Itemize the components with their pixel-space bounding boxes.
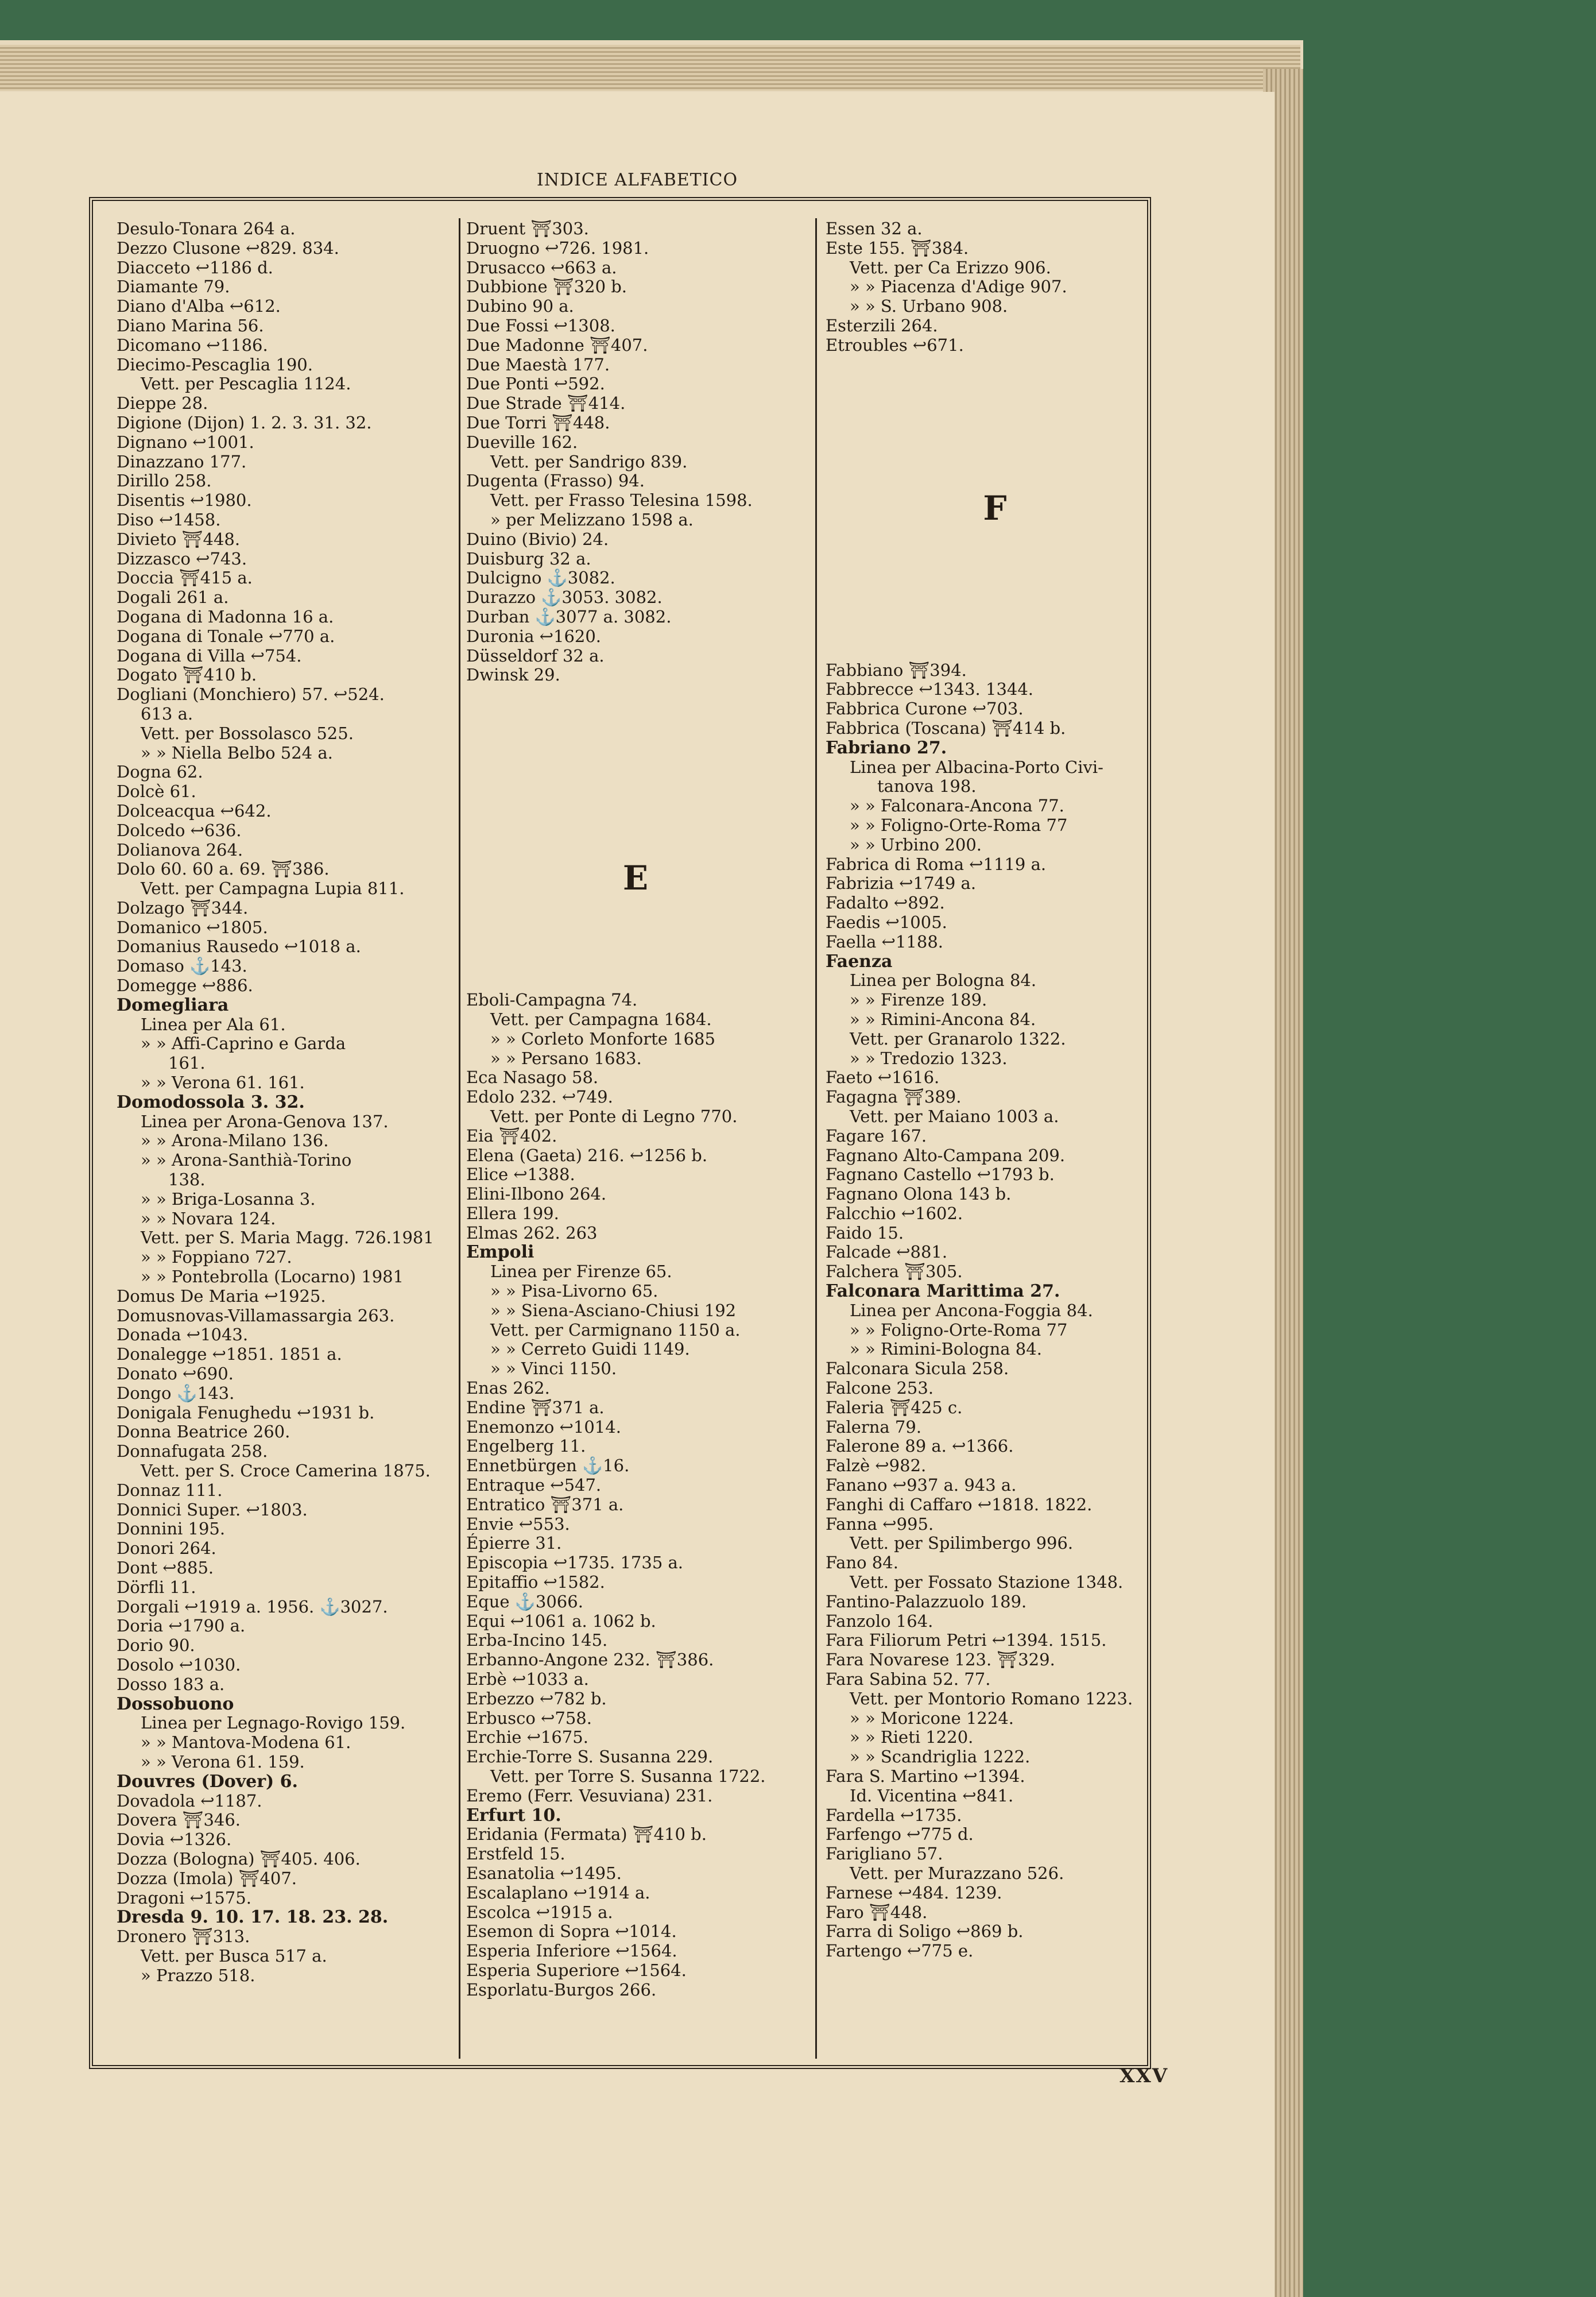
index-entry: » » Niella Belbo 524 a.: [141, 743, 333, 763]
index-entry: Dogato ⛩410 b.: [117, 665, 257, 685]
index-entry: Escolca ↩1915 a.: [466, 1902, 613, 1922]
index-entry: Dronero ⛩313.: [117, 1927, 250, 1947]
index-entry: Fabrizia ↩1749 a.: [826, 873, 977, 894]
index-entry: Elmas 262. 263: [466, 1223, 598, 1243]
index-entry: Dogana di Tonale ↩770 a.: [117, 626, 335, 646]
index-entry: » » Persano 1683.: [490, 1048, 642, 1068]
index-entry: Edolo 232. ↩749.: [466, 1087, 613, 1107]
index-entry: » » Vinci 1150.: [490, 1359, 617, 1379]
index-entry: Faedis ↩1005.: [826, 912, 947, 932]
index-entry: Faro ⛩448.: [826, 1902, 928, 1922]
index-entry: » » Arona-Milano 136.: [141, 1131, 329, 1151]
index-entry: 613 a.: [141, 703, 193, 724]
index-entry: Dolcedo ↩636.: [117, 820, 242, 840]
index-entry: Dirillo 258.: [117, 471, 212, 491]
index-entry: Dragoni ↩1575.: [117, 1888, 251, 1908]
spacer: [826, 355, 1164, 436]
index-entry: Donigala Fenughedu ↩1931 b.: [117, 1402, 375, 1422]
index-entry: Faella ↩1188.: [826, 931, 943, 952]
index-entry: Duino (Bivio) 24.: [466, 529, 609, 549]
index-entry: Fagagna ⛩389.: [826, 1087, 962, 1107]
index-entry: Vett. per Fossato Stazione 1348.: [850, 1572, 1124, 1592]
index-entry: » » Rimini-Bologna 84.: [850, 1339, 1042, 1359]
index-entry: » » Scandriglia 1222.: [850, 1747, 1031, 1767]
index-column-3: [826, 219, 1164, 1961]
index-entry: Vett. per Frasso Telesina 1598.: [490, 490, 753, 511]
index-entry: Esporlatu-Burgos 266.: [466, 1979, 657, 2000]
spacer: [826, 436, 1164, 476]
index-entry: Dovadola ↩1187.: [117, 1791, 262, 1811]
index-entry: » » Briga-Losanna 3.: [141, 1189, 316, 1209]
index-entry: Diamante 79.: [117, 277, 230, 297]
index-entry: Fagnano Castello ↩1793 b.: [826, 1165, 1055, 1185]
index-entry: Domegge ↩886.: [117, 976, 253, 996]
index-entry: Dogana di Villa ↩754.: [117, 645, 302, 666]
index-entry: Falchera ⛩305.: [826, 1262, 963, 1282]
index-entry: Falcade ↩881.: [826, 1242, 948, 1262]
index-entry: Fadalto ↩892.: [826, 893, 945, 913]
index-entry: Dinazzano 177.: [117, 451, 247, 471]
index-entry: 138.: [168, 1170, 206, 1190]
index-entry: Faenza: [826, 951, 893, 972]
index-entry: Fara Novarese 123. ⛩329.: [826, 1650, 1055, 1670]
index-entry: Fabbrica Curone ↩703.: [826, 699, 1024, 719]
index-entry: Fagnano Alto-Campana 209.: [826, 1145, 1066, 1165]
index-entry: Vett. per Campagna Lupia 811.: [141, 879, 405, 899]
index-entry: Esperia Inferiore ↩1564.: [466, 1941, 677, 1961]
index-entry: Eca Nasago 58.: [466, 1068, 599, 1088]
index-entry: Domegliara: [117, 995, 229, 1015]
index-entry: Domanius Rausedo ↩1018 a.: [117, 937, 361, 957]
index-entry: Dezzo Clusone ↩829. 834.: [117, 238, 339, 258]
index-entry: Esterzili 264.: [826, 315, 938, 335]
index-entry: Falerone 89 a. ↩1366.: [826, 1436, 1014, 1456]
index-entry: Fabbrica (Toscana) ⛩414 b.: [826, 718, 1066, 738]
index-entry: Dignano ↩1001.: [117, 432, 254, 452]
index-entry: Dizzasco ↩743.: [117, 548, 247, 569]
index-entry: Esperia Superiore ↩1564.: [466, 1960, 687, 1980]
index-entry: » » Novara 124.: [141, 1208, 276, 1228]
column-rule-2: [815, 218, 817, 2059]
index-entry: Vett. per Ponte di Legno 770.: [490, 1106, 738, 1126]
index-entry: Donna Beatrice 260.: [117, 1422, 290, 1442]
index-entry: » » Foligno-Orte-Roma 77: [850, 1320, 1068, 1340]
index-entry: Fabrica di Roma ↩1119 a.: [826, 854, 1047, 874]
index-entry: Domusnovas-Villamassargia 263.: [117, 1305, 395, 1325]
index-entry: Dovia ↩1326.: [117, 1830, 232, 1850]
index-entry: Fano 84.: [826, 1553, 898, 1573]
index-entry: Vett. per Sandrigo 839.: [490, 451, 688, 471]
index-entry: Donnici Super. ↩1803.: [117, 1499, 308, 1519]
index-entry: Druogno ↩726. 1981.: [466, 238, 649, 258]
index-entry: Fagnano Olona 143 b.: [826, 1184, 1012, 1204]
index-entry: Diso ↩1458.: [117, 509, 221, 529]
index-entry: Fardella ↩1735.: [826, 1805, 962, 1825]
index-entry: Elice ↩1388.: [466, 1165, 575, 1185]
index-entry: Domanico ↩1805.: [117, 917, 268, 937]
index-entry: Etroubles ↩671.: [826, 335, 964, 355]
index-entry: Farfengo ↩775 d.: [826, 1824, 974, 1844]
index-entry: Ellera 199.: [466, 1203, 559, 1223]
index-entry: Farra di Soligo ↩869 b.: [826, 1921, 1024, 1942]
index-entry: Donalegge ↩1851. 1851 a.: [117, 1344, 342, 1364]
index-entry: Vett. per Pescaglia 1124.: [141, 374, 351, 394]
index-entry: Eia ⛩402.: [466, 1126, 557, 1146]
index-entry: Escalaplano ↩1914 a.: [466, 1882, 650, 1902]
running-header: INDICE ALFABETICO: [536, 170, 738, 190]
index-entry: Elini-Ilbono 264.: [466, 1184, 607, 1204]
index-entry: Fantino-Palazzuolo 189.: [826, 1591, 1027, 1611]
index-entry: Linea per Ancona-Foggia 84.: [850, 1300, 1093, 1320]
index-entry: Vett. per Busca 517 a.: [141, 1946, 327, 1966]
index-entry: » » Siena-Asciano-Chiusi 192: [490, 1300, 737, 1320]
index-entry: Dogna 62.: [117, 762, 203, 782]
index-entry: Linea per Albacina-Porto Civi-: [850, 757, 1103, 777]
index-entry: Vett. per Murazzano 526.: [850, 1863, 1064, 1883]
index-entry: Fabbrecce ↩1343. 1344.: [826, 679, 1034, 699]
index-entry: Digione (Dijon) 1. 2. 3. 31. 32.: [117, 412, 372, 432]
index-entry: Erfurt 10.: [466, 1805, 561, 1826]
index-entry: Due Strade ⛩414.: [466, 393, 626, 413]
index-entry: Essen 32 a.: [826, 219, 923, 238]
index-entry: Dubbione ⛩320 b.: [466, 277, 627, 297]
index-entry: Vett. per S. Maria Magg. 726.1981: [141, 1228, 434, 1248]
index-entry: Épierre 31.: [466, 1533, 562, 1553]
spacer: [826, 621, 1164, 661]
index-entry: Dresda 9. 10. 17. 18. 23. 28.: [117, 1907, 389, 1928]
index-entry: Dicomano ↩1186.: [117, 335, 268, 355]
index-entry: Linea per Bologna 84.: [850, 970, 1037, 991]
section-letter: E: [622, 859, 649, 898]
index-entry: Dörfli 11.: [117, 1577, 196, 1597]
index-column-2: [466, 219, 805, 2000]
index-entry: Dolo 60. 60 a. 69. ⛩386.: [117, 859, 330, 879]
index-entry: Vett. per Spilimbergo 996.: [850, 1533, 1074, 1553]
index-entry: Diecimo-Pescaglia 190.: [117, 354, 313, 374]
index-entry: Engelberg 11.: [466, 1436, 586, 1456]
index-entry: Fara Sabina 52. 77.: [826, 1669, 991, 1689]
section-letter: F: [983, 488, 1007, 528]
index-entry: Entraque ↩547.: [466, 1475, 602, 1495]
index-entry: Fartengo ↩775 e.: [826, 1941, 974, 1961]
index-entry: Vett. per Granarolo 1322.: [850, 1028, 1066, 1049]
index-entry: Linea per Ala 61.: [141, 1014, 286, 1034]
index-entry: Faido 15.: [826, 1223, 904, 1243]
index-entry: Fanghi di Caffaro ↩1818. 1822.: [826, 1494, 1093, 1514]
index-entry: Domus De Maria ↩1925.: [117, 1286, 326, 1306]
index-entry: » per Melizzano 1598 a.: [490, 509, 694, 529]
index-entry: Erbusco ↩758.: [466, 1708, 592, 1728]
index-entry: Erchie ↩1675.: [466, 1727, 588, 1747]
index-entry: Duisburg 32 a.: [466, 548, 591, 569]
index-entry: » » Rieti 1220.: [850, 1727, 974, 1747]
index-entry: Falerna 79.: [826, 1417, 922, 1437]
index-entry: Equi ↩1061 a. 1062 b.: [466, 1611, 656, 1631]
index-entry: Vett. per Ca Erizzo 906.: [850, 257, 1051, 277]
index-entry: Dorgali ↩1919 a. 1956. ⚓3027.: [117, 1596, 388, 1617]
index-entry: Dueville 162.: [466, 432, 578, 452]
index-entry: Dolceacqua ↩642.: [117, 801, 272, 821]
index-entry: Id. Vicentina ↩841.: [850, 1785, 1014, 1805]
index-entry: Doccia ⛩415 a.: [117, 568, 253, 588]
index-entry: Este 155. ⛩384.: [826, 238, 969, 258]
index-entry: Faleria ⛩425 c.: [826, 1397, 963, 1417]
index-entry: Dovera ⛩346.: [117, 1810, 241, 1830]
index-entry: » » Verona 61. 161.: [141, 1073, 305, 1093]
index-entry: Diano d'Alba ↩612.: [117, 296, 281, 316]
index-entry: Due Torri ⛩448.: [466, 412, 610, 432]
index-entry: Fagare 167.: [826, 1126, 927, 1146]
index-entry: » » Foligno-Orte-Roma 77: [850, 815, 1068, 835]
index-entry: Donori 264.: [117, 1538, 216, 1559]
index-entry: Dozza (Imola) ⛩407.: [117, 1868, 297, 1888]
index-entry: Linea per Firenze 65.: [490, 1262, 672, 1282]
index-entry: 161.: [168, 1053, 206, 1073]
index-entry: Düsseldorf 32 a.: [466, 645, 605, 666]
index-entry: Douvres (Dover) 6.: [117, 1771, 298, 1792]
index-entry: Donnafugata 258.: [117, 1441, 268, 1461]
index-entry: Farnese ↩484. 1239.: [826, 1882, 1002, 1902]
index-entry: Due Fossi ↩1308.: [466, 315, 615, 335]
index-entry: Fanzolo 164.: [826, 1611, 933, 1631]
index-entry: tanova 198.: [877, 776, 977, 796]
index-entry: Dossobuono: [117, 1693, 234, 1714]
index-entry: Durazzo ⚓3053. 3082.: [466, 587, 663, 608]
index-entry: Enemonzo ↩1014.: [466, 1417, 621, 1437]
index-entry: Fabriano 27.: [826, 737, 947, 758]
index-entry: Fara S. Martino ↩1394.: [826, 1766, 1025, 1786]
index-entry: Due Ponti ↩592.: [466, 374, 605, 394]
index-entry: Vett. per Maiano 1003 a.: [850, 1106, 1059, 1126]
index-entry: Dieppe 28.: [117, 393, 208, 413]
index-entry: Durban ⚓3077 a. 3082.: [466, 606, 672, 627]
index-entry: Dugenta (Frasso) 94.: [466, 471, 645, 491]
index-entry: » » Falconara-Ancona 77.: [850, 796, 1064, 816]
index-entry: Fara Filiorum Petri ↩1394. 1515.: [826, 1630, 1107, 1650]
index-entry: » » S. Urbano 908.: [850, 296, 1008, 316]
index-entry: Dolzago ⛩344.: [117, 898, 249, 918]
index-entry: Dolcè 61.: [117, 782, 196, 802]
index-entry: Erbè ↩1033 a.: [466, 1669, 589, 1689]
index-entry: Duronia ↩1620.: [466, 626, 602, 646]
index-entry: Domodossola 3. 32.: [117, 1092, 305, 1112]
index-entry: Divieto ⛩448.: [117, 529, 241, 549]
index-entry: Vett. per S. Croce Camerina 1875.: [141, 1461, 431, 1480]
index-entry: » » Verona 61. 159.: [141, 1751, 305, 1772]
index-entry: Dosolo ↩1030.: [117, 1654, 241, 1675]
index-entry: » » Cerreto Guidi 1149.: [490, 1339, 690, 1359]
index-entry: Due Maestà 177.: [466, 354, 610, 374]
index-entry: Fanano ↩937 a. 943 a.: [826, 1475, 1017, 1495]
index-entry: Erchie-Torre S. Susanna 229.: [466, 1747, 714, 1767]
index-entry: Domaso ⚓143.: [117, 956, 247, 976]
index-entry: Entratico ⛩371 a.: [466, 1494, 624, 1514]
index-entry: » » Affi-Caprino e Garda: [141, 1034, 346, 1054]
index-entry: Doria ↩1790 a.: [117, 1616, 246, 1636]
index-entry: Epitaffio ↩1582.: [466, 1572, 605, 1592]
index-entry: Dongo ⚓143.: [117, 1383, 235, 1403]
spacer: [466, 910, 805, 991]
index-entry: Diano Marina 56.: [117, 315, 264, 335]
index-entry: Eboli-Campagna 74.: [466, 990, 638, 1010]
index-entry: Dogliani (Monchiero) 57. ↩524.: [117, 685, 385, 705]
index-entry: Dulcigno ⚓3082.: [466, 568, 615, 588]
index-entry: » » Arona-Santhià-Torino: [141, 1150, 352, 1170]
index-entry: » » Foppiano 727.: [141, 1247, 292, 1267]
index-entry: Falcone 253.: [826, 1378, 934, 1398]
spacer: [826, 540, 1164, 621]
index-entry: Vett. per Bossolasco 525.: [141, 723, 354, 743]
spacer: [466, 765, 805, 846]
page-number: XXV: [1119, 2064, 1169, 2087]
index-entry: Dwinsk 29.: [466, 665, 560, 685]
index-entry: Linea per Legnago-Rovigo 159.: [141, 1713, 406, 1733]
index-entry: Eridania (Fermata) ⛩410 b.: [466, 1824, 707, 1844]
index-entry: Dont ↩885.: [117, 1557, 214, 1577]
index-entry: » » Mantova-Modena 61.: [141, 1733, 351, 1753]
index-entry: Elena (Gaeta) 216. ↩1256 b.: [466, 1145, 708, 1165]
index-entry: Donnaz 111.: [117, 1480, 223, 1500]
index-entry: Vett. per Campagna 1684.: [490, 1009, 712, 1029]
index-entry: Druent ⛩303.: [466, 219, 589, 238]
index-entry: Vett. per Carmignano 1150 a.: [490, 1320, 741, 1340]
index-entry: Faeto ↩1616.: [826, 1068, 940, 1088]
index-entry: Episcopia ↩1735. 1735 a.: [466, 1553, 684, 1573]
index-entry: Disentis ↩1980.: [117, 490, 252, 511]
index-entry: » » Tredozio 1323.: [850, 1048, 1008, 1068]
index-entry: Dozza (Bologna) ⛩405. 406.: [117, 1849, 361, 1869]
index-entry: Dorio 90.: [117, 1635, 195, 1656]
index-entry: Eque ⚓3066.: [466, 1591, 583, 1611]
index-entry: Due Madonne ⛩407.: [466, 335, 648, 355]
index-entry: Falzè ↩982.: [826, 1456, 927, 1476]
index-entry: » » Corleto Monforte 1685: [490, 1028, 715, 1049]
index-entry: Donato ↩690.: [117, 1364, 234, 1384]
index-entry: Esemon di Sopra ↩1014.: [466, 1921, 677, 1942]
index-entry: » » Moricone 1224.: [850, 1708, 1014, 1728]
index-entry: Erbezzo ↩782 b.: [466, 1688, 607, 1708]
index-entry: Envie ↩553.: [466, 1514, 570, 1534]
index-entry: Vett. per Montorio Romano 1223.: [850, 1688, 1133, 1708]
index-entry: Dolianova 264.: [117, 840, 243, 860]
index-entry: Dubino 90 a.: [466, 296, 574, 316]
page-stack-top-edge: [0, 45, 1300, 91]
index-entry: Erbanno-Angone 232. ⛩386.: [466, 1650, 714, 1670]
index-entry: » » Piacenza d'Adige 907.: [850, 277, 1067, 297]
index-entry: Drusacco ↩663 a.: [466, 257, 617, 277]
index-column-1: [117, 219, 455, 1986]
index-entry: Fabbiano ⛩394.: [826, 660, 967, 680]
column-rule-1: [459, 218, 460, 2059]
index-entry: » » Pisa-Livorno 65.: [490, 1281, 658, 1301]
index-entry: » » Firenze 189.: [850, 990, 987, 1010]
spacer: [466, 685, 805, 765]
index-entry: Farigliano 57.: [826, 1844, 943, 1864]
index-entry: Enas 262.: [466, 1378, 550, 1398]
index-entry: Donnini 195.: [117, 1519, 226, 1539]
index-entry: Dogana di Madonna 16 a.: [117, 606, 334, 627]
index-entry: Vett. per Torre S. Susanna 1722.: [490, 1766, 766, 1786]
index-entry: Falconara Sicula 258.: [826, 1359, 1009, 1379]
index-entry: Falconara Marittima 27.: [826, 1281, 1060, 1302]
index-entry: Empoli: [466, 1242, 534, 1263]
index-entry: Ennetbürgen ⚓16.: [466, 1456, 630, 1476]
index-entry: Endine ⛩371 a.: [466, 1397, 605, 1417]
index-entry: Dosso 183 a.: [117, 1674, 225, 1694]
index-entry: » Prazzo 518.: [141, 1965, 255, 1985]
index-entry: Desulo-Tonara 264 a.: [117, 219, 296, 238]
index-entry: Erba-Incino 145.: [466, 1630, 608, 1650]
index-entry: Falcchio ↩1602.: [826, 1203, 963, 1223]
index-entry: Fanna ↩995.: [826, 1514, 934, 1534]
index-entry: Diacceto ↩1186 d.: [117, 257, 273, 277]
index-entry: Dogali 261 a.: [117, 587, 229, 608]
index-entry: Donada ↩1043.: [117, 1325, 249, 1345]
index-entry: Linea per Arona-Genova 137.: [141, 1111, 389, 1131]
index-entry: » » Pontebrolla (Locarno) 1981: [141, 1267, 404, 1287]
index-entry: Esanatolia ↩1495.: [466, 1863, 622, 1883]
index-entry: » » Urbino 200.: [850, 834, 982, 854]
index-entry: » » Rimini-Ancona 84.: [850, 1009, 1036, 1029]
index-entry: Erstfeld 15.: [466, 1844, 565, 1864]
index-entry: Eremo (Ferr. Vesuviana) 231.: [466, 1785, 713, 1805]
